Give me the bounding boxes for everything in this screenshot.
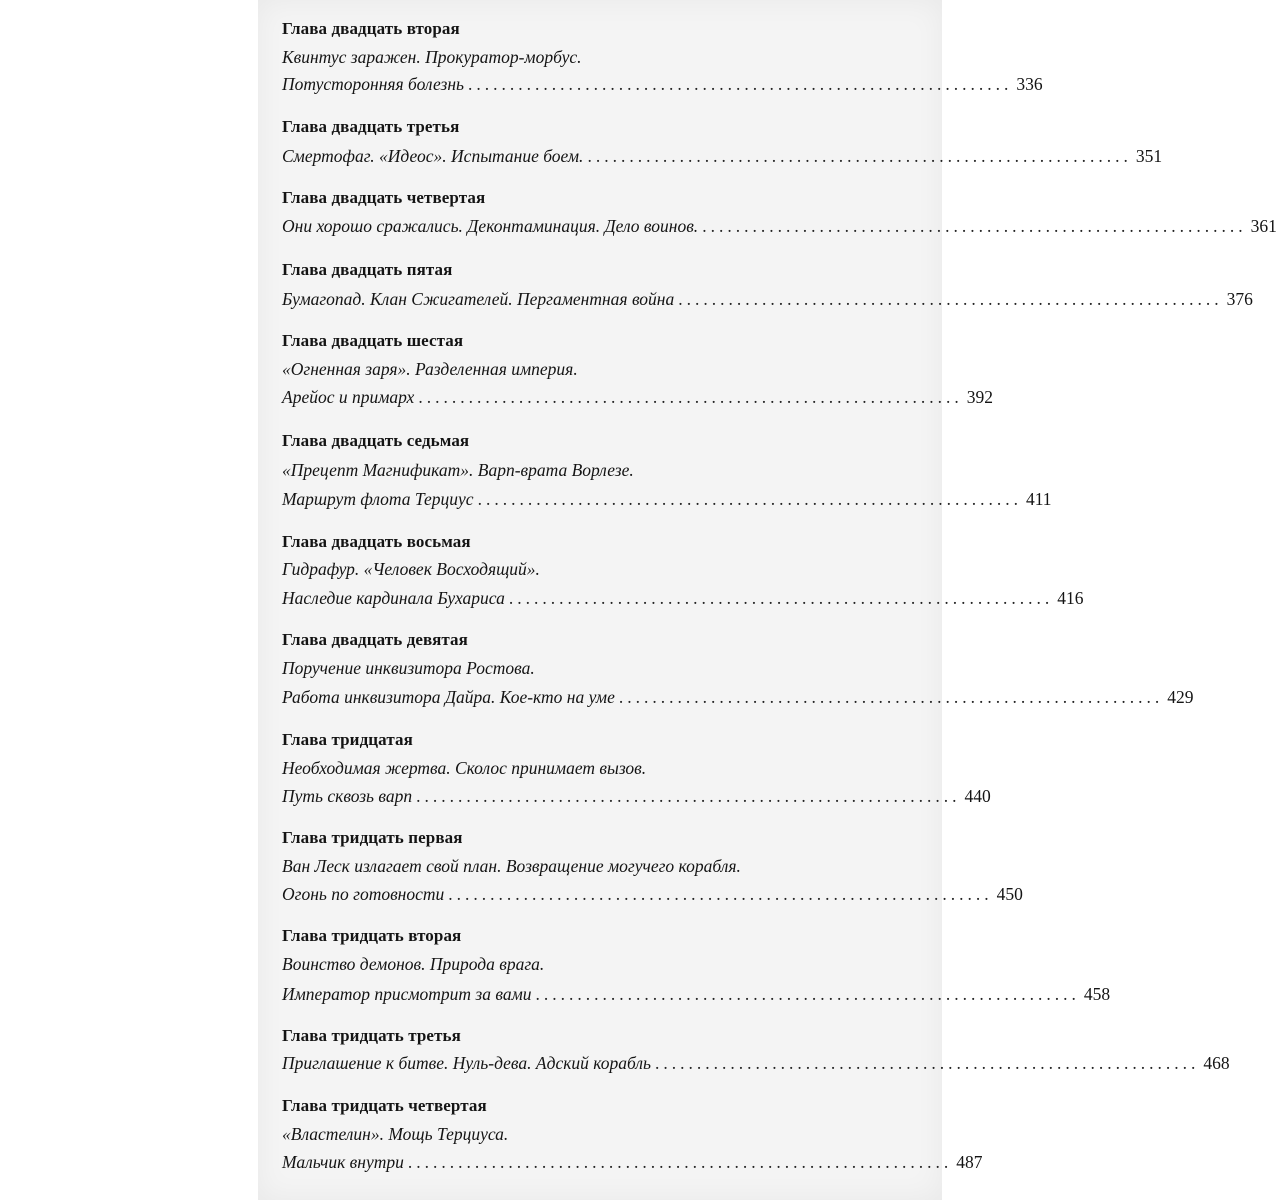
chapter-subtitle-line: Ван Леск излагает свой план. Возвращение могучего корабля. xyxy=(282,856,741,876)
chapter-subtitle-line: Квинтус заражен. Прокуратор-морбус. xyxy=(282,47,582,67)
chapter-final-line: Потусторонняя болезнь ................................................................. 336 xyxy=(282,74,1043,94)
chapter-final-line: Путь сквозь варп ................................................................. 440 xyxy=(282,786,991,806)
dot-leader: ................................................................. xyxy=(678,289,1223,309)
chapter-title: Глава тридцать первая xyxy=(282,828,463,847)
dot-leader: ................................................................. xyxy=(407,1152,953,1172)
chapter-title: Глава двадцать вторая xyxy=(282,19,460,38)
chapter-title: Глава тридцать вторая xyxy=(282,926,462,945)
dot-leader: ................................................................. xyxy=(618,687,1164,707)
dot-leader: ................................................................. xyxy=(535,984,1080,1004)
chapter-final-line: Огонь по готовности ................................................................. 450 xyxy=(282,884,1023,904)
chapter-subtitle-line: Воинство демонов. Природа врага. xyxy=(282,954,545,974)
page-number: 440 xyxy=(964,786,991,806)
chapter-title: Глава двадцать четвертая xyxy=(282,188,486,207)
dot-leader: ................................................................. xyxy=(587,146,1132,166)
chapter-title: Глава тридцать четвертая xyxy=(282,1096,487,1115)
page-number: 361 xyxy=(1250,216,1277,236)
dot-leader: ................................................................. xyxy=(477,489,1022,509)
page-number: 458 xyxy=(1083,984,1111,1004)
dot-leader: ................................................................. xyxy=(508,588,1054,608)
chapter-final-line: Император присмотрит за вами ................................................................. 458 xyxy=(282,984,1111,1004)
page-number: 336 xyxy=(1016,74,1043,94)
dot-leader: ................................................................. xyxy=(418,387,963,407)
chapter-title: Глава двадцать пятая xyxy=(282,260,453,279)
chapter-final-line: Работа инквизитора Дайра. Кое-кто на уме ................................................................. 429 xyxy=(282,687,1194,707)
chapter-subtitle-line: Поручение инквизитора Ростова. xyxy=(282,658,535,678)
chapter-final-line: Арейос и примарх ................................................................. 392 xyxy=(282,387,993,407)
chapter-subtitle-line: Гидрафур. «Человек Восходящий». xyxy=(282,559,540,579)
dot-leader: ................................................................. xyxy=(702,216,1247,236)
dot-leader: ................................................................. xyxy=(467,74,1013,94)
page-number: 450 xyxy=(996,884,1023,904)
dot-leader: ................................................................. xyxy=(416,786,961,806)
chapter-title: Глава тридцатая xyxy=(282,730,413,749)
chapter-title: Глава двадцать восьмая xyxy=(282,532,471,551)
chapter-subtitle-line: «Огненная заря». Разделенная империя. xyxy=(282,359,578,379)
chapter-final-line: Наследие кардинала Бухариса ................................................................. 416 xyxy=(282,588,1084,608)
chapter-final-line: Бумагопад. Клан Сжигателей. Пергаментная война ................................................................. 376 xyxy=(282,289,1253,309)
page-number: 392 xyxy=(966,387,993,407)
chapter-final-line: Мальчик внутри ................................................................. 487 xyxy=(282,1152,983,1172)
page-number: 429 xyxy=(1167,687,1194,707)
page-number: 487 xyxy=(956,1152,983,1172)
page-number: 376 xyxy=(1226,289,1253,309)
chapter-subtitle-line: Необходимая жертва. Сколос принимает вызов. xyxy=(282,758,647,778)
chapter-title: Глава двадцать третья xyxy=(282,117,460,136)
chapter-title: Глава двадцать девятая xyxy=(282,630,468,649)
page-number: 416 xyxy=(1057,588,1084,608)
chapter-final-line: Они хорошо сражались. Деконтаминация. Дело воинов. ................................................................. 361 xyxy=(282,216,1277,236)
chapter-title: Глава двадцать седьмая xyxy=(282,431,470,450)
chapter-final-line: Маршрут флота Терциус ................................................................. 411 xyxy=(282,489,1052,509)
chapter-final-line: Приглашение к битве. Нуль-дева. Адский корабль ................................................................. 468 xyxy=(282,1053,1230,1073)
page-number: 411 xyxy=(1025,489,1052,509)
chapter-final-line: Смертофаг. «Идеос». Испытание боем. ................................................................. 351 xyxy=(282,146,1163,166)
dot-leader: ................................................................. xyxy=(448,884,993,904)
dot-leader: ................................................................. xyxy=(655,1053,1200,1073)
chapter-subtitle-line: «Властелин». Мощь Терциуса. xyxy=(282,1124,509,1144)
chapter-title: Глава тридцать третья xyxy=(282,1026,461,1045)
page-number: 468 xyxy=(1203,1053,1230,1073)
chapter-title: Глава двадцать шестая xyxy=(282,331,464,350)
chapter-subtitle-line: «Прецепт Магнификат». Варп-врата Ворлезе. xyxy=(282,460,634,480)
page-number: 351 xyxy=(1135,146,1163,166)
